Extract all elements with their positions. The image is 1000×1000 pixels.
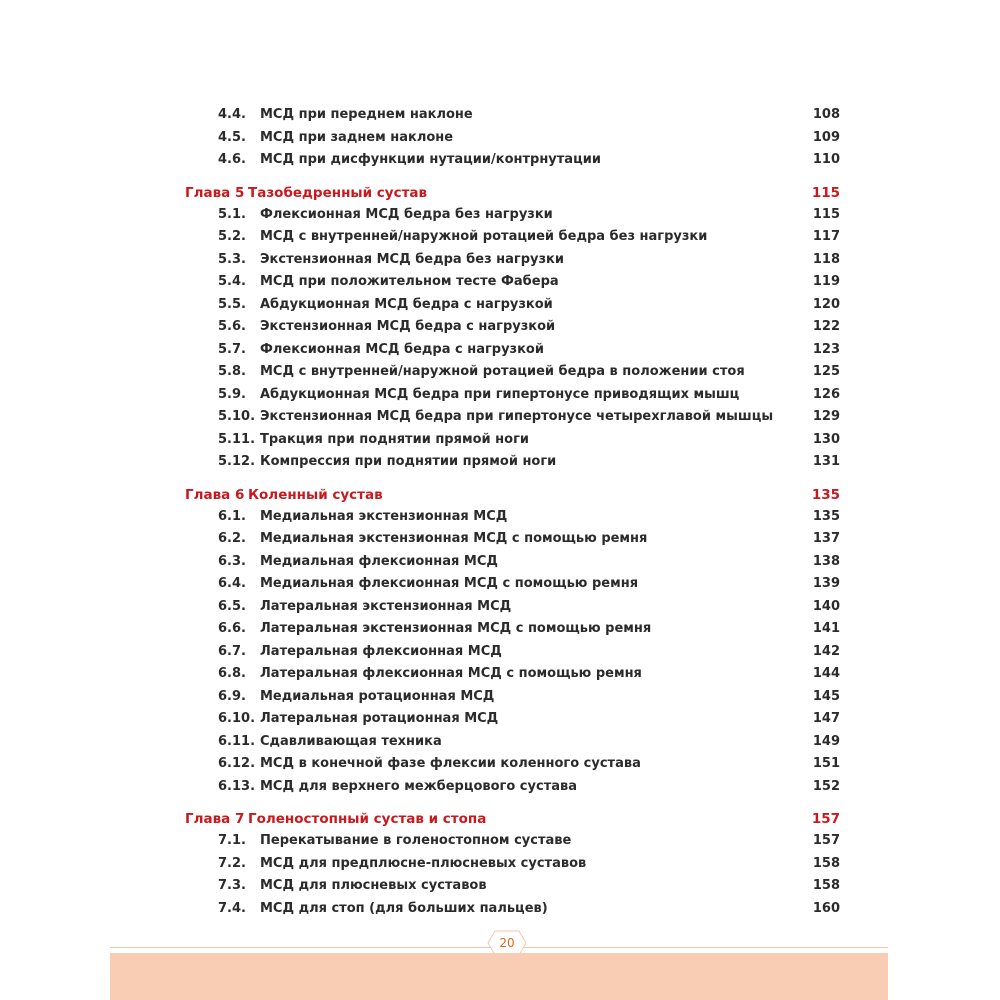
toc-num: 4.4. bbox=[218, 107, 246, 122]
toc-title: Латеральная экстензионная МСД с помощью ремня bbox=[260, 621, 652, 636]
toc-page: 125 bbox=[812, 364, 840, 379]
toc-section-row bbox=[185, 573, 840, 596]
toc-section-row bbox=[185, 271, 840, 294]
toc-title: Медиальная экстензионная МСД bbox=[260, 508, 508, 524]
toc-title: Латеральная флексионная МСД с помощью ремня bbox=[260, 666, 642, 681]
toc-page: 108 bbox=[812, 107, 840, 122]
toc-title: Перекатывание в голеностопном суставе bbox=[260, 833, 572, 848]
toc-title: Тазобедренный сустав bbox=[248, 184, 428, 201]
toc-section-row bbox=[185, 204, 840, 227]
toc-title: Экстензионная МСД бедра при гипертонусе четырехглавой мышцы bbox=[260, 409, 774, 424]
toc-section-row bbox=[185, 384, 840, 407]
toc-page: 158 bbox=[812, 878, 840, 893]
toc-section-row bbox=[185, 104, 840, 127]
toc-page: 130 bbox=[812, 431, 840, 447]
toc-title: Латеральная экстензионная МСД bbox=[260, 598, 512, 614]
toc-section-row bbox=[185, 249, 840, 272]
toc-num: 6.1. bbox=[218, 508, 246, 524]
toc-page: 129 bbox=[812, 409, 840, 424]
toc-num: 7.4. bbox=[218, 900, 246, 916]
toc-page: 138 bbox=[812, 553, 840, 569]
toc-section-row bbox=[185, 898, 840, 921]
toc-chapter-row bbox=[185, 809, 840, 830]
toc-page: 135 bbox=[812, 508, 840, 524]
toc-num: 5.10. bbox=[218, 409, 256, 424]
toc-num: 5.1. bbox=[218, 206, 246, 222]
toc-num: 6.13. bbox=[218, 778, 256, 794]
toc-section-row bbox=[185, 853, 840, 876]
toc-title: МСД в конечной фазе флексии коленного сустава bbox=[260, 756, 641, 771]
toc-num: 5.7. bbox=[218, 341, 246, 357]
toc-num: 7.3. bbox=[218, 878, 246, 893]
toc-title: Медиальная ротационная МСД bbox=[260, 688, 495, 704]
toc-title: Экстензионная МСД бедра без нагрузки bbox=[260, 251, 564, 267]
toc-section-row bbox=[185, 127, 840, 150]
toc-num: 4.5. bbox=[218, 129, 246, 145]
toc-num: Глава 7 bbox=[185, 811, 245, 827]
toc-page: 110 bbox=[812, 152, 840, 167]
toc-num: 5.8. bbox=[218, 364, 246, 379]
toc-section-row bbox=[185, 753, 840, 776]
toc-section-row bbox=[185, 528, 840, 551]
toc-page: 149 bbox=[812, 733, 840, 749]
toc-num: 6.9. bbox=[218, 688, 246, 704]
toc-num: 5.12. bbox=[218, 454, 256, 469]
toc-num: 6.3. bbox=[218, 553, 246, 569]
toc-page: 152 bbox=[812, 778, 840, 794]
toc-page: 137 bbox=[812, 531, 840, 546]
toc-num: 5.2. bbox=[218, 229, 246, 244]
toc-page: 115 bbox=[811, 184, 840, 201]
toc-num: Глава 6 bbox=[185, 486, 245, 503]
toc-title: Медиальная флексионная МСД bbox=[260, 553, 498, 569]
toc-page: 126 bbox=[812, 386, 840, 402]
toc-section-row bbox=[185, 451, 840, 474]
toc-page: 141 bbox=[812, 621, 840, 636]
toc-page: 119 bbox=[812, 274, 840, 289]
toc-num: 5.4. bbox=[218, 274, 246, 289]
toc-title: МСД для верхнего межберцового сустава bbox=[260, 778, 578, 794]
toc-page: 160 bbox=[812, 900, 840, 916]
toc-section-row bbox=[185, 596, 840, 619]
toc-page: 145 bbox=[812, 688, 840, 704]
toc-page: 140 bbox=[812, 598, 840, 614]
toc-page: 147 bbox=[812, 711, 840, 726]
toc-section-row bbox=[185, 663, 840, 686]
toc-page: 131 bbox=[812, 454, 840, 469]
toc-title: МСД с внутренней/наружной ротацией бедра без нагрузки bbox=[260, 229, 708, 244]
page-number: 20 bbox=[499, 936, 515, 950]
toc-section-row bbox=[185, 226, 840, 249]
toc-num: 6.5. bbox=[218, 598, 246, 614]
toc-section-row bbox=[185, 686, 840, 709]
toc-title: МСД для предплюсне-плюсневых суставов bbox=[260, 855, 587, 871]
toc-section-row bbox=[185, 506, 840, 529]
toc-section-row bbox=[185, 641, 840, 664]
table-of-contents bbox=[185, 104, 840, 920]
toc-section-row bbox=[185, 294, 840, 317]
toc-page: 118 bbox=[812, 251, 840, 267]
toc-section-row bbox=[185, 875, 840, 898]
toc-num: 6.2. bbox=[218, 531, 246, 546]
toc-page: 144 bbox=[812, 666, 840, 681]
toc-section-row bbox=[185, 406, 840, 429]
toc-title: Латеральная флексионная МСД bbox=[260, 643, 502, 659]
toc-page: 139 bbox=[812, 576, 840, 591]
toc-page: 158 bbox=[812, 855, 840, 871]
toc-title: МСД при переднем наклоне bbox=[260, 107, 473, 122]
toc-num: Глава 5 bbox=[185, 184, 245, 201]
toc-num: 7.1. bbox=[218, 833, 246, 848]
toc-num: 4.6. bbox=[218, 152, 246, 167]
toc-page: 117 bbox=[812, 229, 840, 244]
toc-num: 5.6. bbox=[218, 319, 246, 334]
toc-title: Компрессия при поднятии прямой ноги bbox=[260, 454, 557, 469]
toc-num: 5.3. bbox=[218, 251, 246, 267]
toc-title: Латеральная ротационная МСД bbox=[260, 711, 499, 726]
toc-num: 6.8. bbox=[218, 666, 246, 681]
toc-num: 6.12. bbox=[218, 756, 256, 771]
toc-num: 5.5. bbox=[218, 296, 246, 312]
toc-num: 6.4. bbox=[218, 576, 246, 591]
toc-chapter-row bbox=[185, 485, 840, 506]
toc-page: 115 bbox=[812, 206, 840, 222]
toc-title: МСД для плюсневых суставов bbox=[260, 878, 487, 893]
toc-section-row bbox=[185, 339, 840, 362]
toc-title: Экстензионная МСД бедра с нагрузкой bbox=[260, 319, 556, 334]
toc-title: МСД для стоп (для больших пальцев) bbox=[260, 900, 548, 916]
toc-chapter-row bbox=[185, 183, 840, 204]
toc-section-row bbox=[185, 708, 840, 731]
toc-title: МСД при заднем наклоне bbox=[260, 129, 454, 145]
toc-section-row bbox=[185, 429, 840, 452]
toc-title: Сдавливающая техника bbox=[260, 733, 442, 749]
toc-num: 6.7. bbox=[218, 643, 246, 659]
toc-num: 7.2. bbox=[218, 855, 246, 871]
toc-num: 5.11. bbox=[218, 431, 256, 447]
toc-page: 142 bbox=[812, 643, 840, 659]
toc-title: Абдукционная МСД бедра при гипертонусе приводящих мышц bbox=[260, 386, 740, 402]
toc-page: 109 bbox=[812, 129, 840, 145]
toc-title: Медиальная флексионная МСД с помощью ремня bbox=[260, 576, 639, 591]
toc-section-row bbox=[185, 731, 840, 754]
toc-section-row bbox=[185, 316, 840, 339]
toc-section-row bbox=[185, 776, 840, 799]
toc-page: 123 bbox=[812, 341, 840, 357]
toc-page: 151 bbox=[812, 756, 840, 771]
toc-section-row bbox=[185, 149, 840, 172]
toc-page: 157 bbox=[812, 833, 840, 848]
toc-section-row bbox=[185, 618, 840, 641]
toc-page: 122 bbox=[812, 319, 840, 334]
toc-title: МСД при положительном тесте Фабера bbox=[260, 274, 559, 289]
toc-section-row bbox=[185, 830, 840, 853]
toc-title: Флексионная МСД бедра без нагрузки bbox=[260, 206, 553, 222]
toc-section-row bbox=[185, 361, 840, 384]
toc-num: 5.9. bbox=[218, 386, 246, 402]
toc-num: 6.6. bbox=[218, 621, 246, 636]
toc-num: 6.10. bbox=[218, 711, 256, 726]
toc-title: МСД при дисфункции нутации/контрнутации bbox=[260, 152, 601, 167]
toc-title: Медиальная экстензионная МСД с помощью ремня bbox=[260, 531, 648, 546]
toc-title: Тракция при поднятии прямой ноги bbox=[260, 431, 529, 447]
toc-title: Коленный сустав bbox=[248, 486, 383, 503]
toc-title: Флексионная МСД бедра с нагрузкой bbox=[260, 341, 544, 357]
toc-title: Абдукционная МСД бедра с нагрузкой bbox=[260, 296, 553, 312]
toc-title: Голеностопный сустав и стопа bbox=[248, 811, 487, 827]
toc-title: МСД с внутренней/наружной ротацией бедра в положении стоя bbox=[260, 364, 745, 379]
toc-num: 6.11. bbox=[218, 733, 256, 749]
footer-band bbox=[110, 953, 888, 1000]
toc-page: 120 bbox=[812, 296, 840, 312]
toc-page: 157 bbox=[811, 811, 840, 827]
toc-page: 135 bbox=[811, 486, 840, 503]
toc-section-row bbox=[185, 551, 840, 574]
